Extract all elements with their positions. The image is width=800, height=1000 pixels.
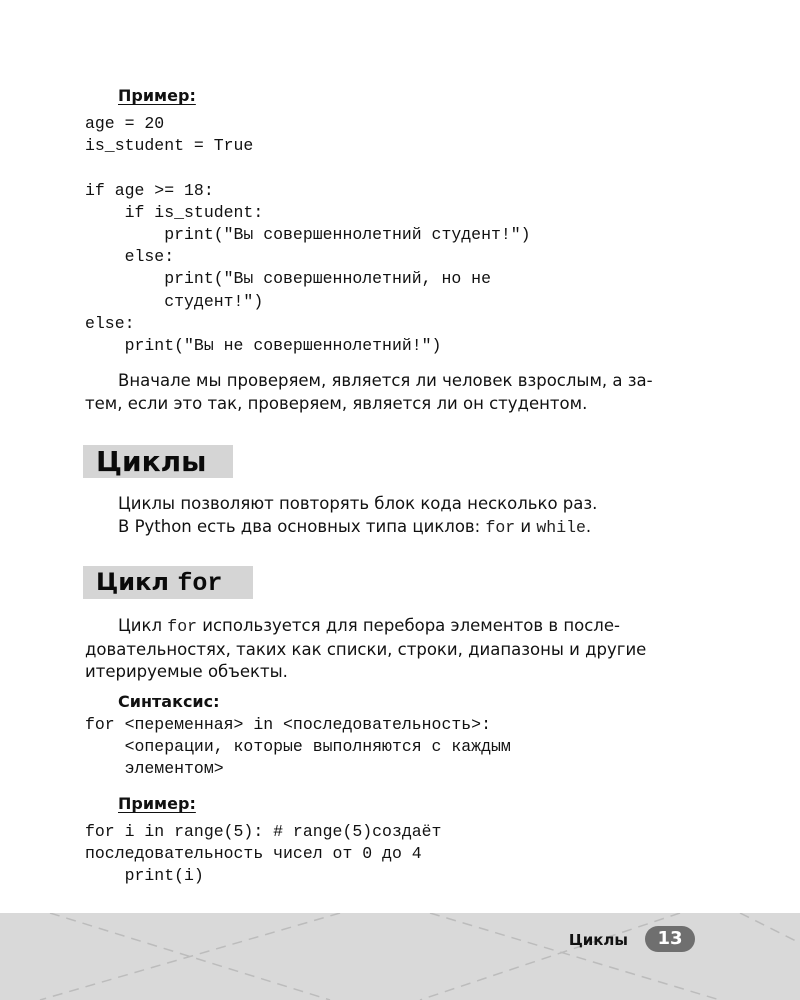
paragraph-line: итерируемые объекты. <box>85 662 288 681</box>
code-line: студент!") <box>85 291 264 311</box>
section-heading-for-loop <box>83 566 253 599</box>
running-head: Циклы <box>568 931 628 949</box>
paragraph-line: довательностях, таких как списки, строки, диапазоны и другие <box>85 639 647 659</box>
example-label: Пример: <box>118 794 196 813</box>
text-run: Цикл <box>118 616 168 635</box>
keyword-while: while <box>536 517 586 537</box>
code-line: print("Вы совершеннолетний студент!") <box>85 224 531 244</box>
code-line: else: <box>85 313 135 333</box>
code-line: is_student = True <box>85 136 254 156</box>
code-line: print(i) <box>85 866 204 886</box>
text-run: используется для перебора элементов в после- <box>197 616 620 635</box>
heading-text: Цикл <box>96 568 178 596</box>
code-line: if is_student: <box>85 202 264 222</box>
code-block-syntax <box>85 714 511 781</box>
keyword-for: for <box>485 517 516 537</box>
code-line: age = 20 <box>85 114 165 133</box>
paragraph-line: Циклы позволяют повторять блок кода несколько раз. <box>118 494 598 513</box>
code-line: if age >= 18: <box>85 180 214 200</box>
code-block-for-example <box>85 821 441 888</box>
code-block-nested-if <box>85 113 531 357</box>
paragraph-line <box>85 615 695 639</box>
code-line: print("Вы совершеннолетний, но не <box>85 269 491 289</box>
explanation-paragraph <box>85 370 695 415</box>
code-line: for i in range(5): # range(5)создаёт <box>85 822 442 841</box>
for-intro-paragraph <box>85 615 695 684</box>
syntax-label: Синтаксис: <box>118 692 220 711</box>
text-run: В Python есть два основных типа циклов: <box>118 516 486 536</box>
code-line: последовательность чисел от 0 до 4 <box>85 844 422 864</box>
example-label: Пример: <box>118 86 196 105</box>
text-run: . <box>585 516 592 536</box>
paragraph-line: Вначале мы проверяем, является ли человек взрослым, а за- <box>118 371 653 390</box>
keyword-for: for <box>167 617 198 636</box>
paragraph-line: тем, если это так, проверяем, является ли он студентом. <box>85 393 588 413</box>
code-line <box>85 157 531 179</box>
code-line: print("Вы не совершеннолетний!") <box>85 335 442 355</box>
text-run: и <box>515 516 537 536</box>
page-footer <box>0 913 800 1000</box>
cycles-paragraph <box>85 493 695 539</box>
code-line: элементом> <box>85 759 224 779</box>
code-line: <операции, которые выполняются с каждым <box>85 737 511 757</box>
code-line: else: <box>85 247 175 267</box>
heading-keyword: for <box>177 569 223 598</box>
code-line: for <переменная> in <последовательность>: <box>85 715 491 734</box>
paragraph-line <box>85 516 695 540</box>
section-heading-cycles: Циклы <box>83 445 233 478</box>
page-number-badge: 13 <box>645 926 695 952</box>
